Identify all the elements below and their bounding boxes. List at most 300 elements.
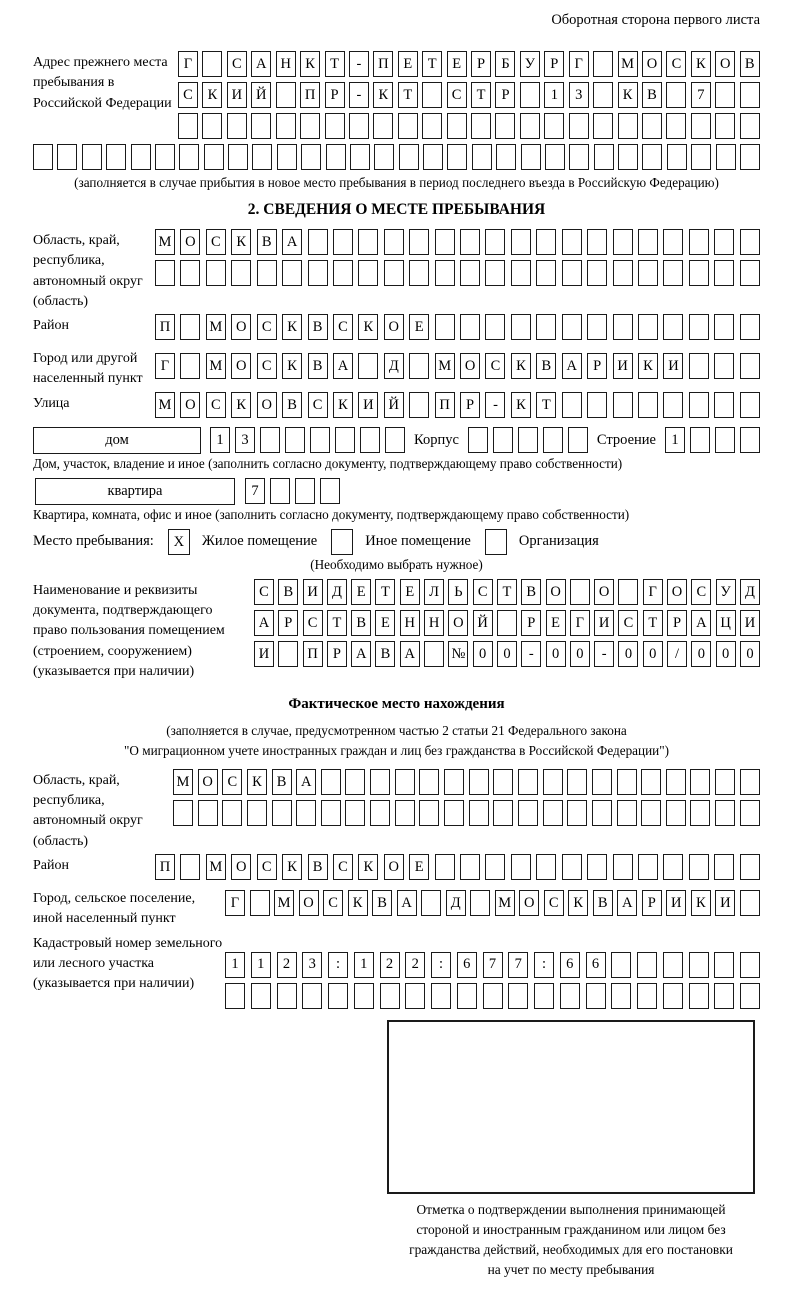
char-cell[interactable]: Н: [424, 610, 444, 636]
char-cell[interactable]: [663, 952, 683, 978]
char-cell[interactable]: 0: [618, 641, 638, 667]
char-cell[interactable]: М: [435, 353, 455, 379]
char-cell[interactable]: [740, 769, 760, 795]
char-cell[interactable]: [422, 113, 442, 139]
char-cell[interactable]: С: [222, 769, 242, 795]
char-cell[interactable]: [460, 854, 480, 880]
char-cell[interactable]: [543, 427, 563, 453]
char-cell[interactable]: И: [358, 392, 378, 418]
char-cell[interactable]: [613, 854, 633, 880]
char-cell[interactable]: К: [282, 314, 302, 340]
char-cell[interactable]: К: [282, 854, 302, 880]
char-cell[interactable]: [714, 260, 734, 286]
char-cell[interactable]: Т: [422, 51, 442, 77]
char-cell[interactable]: С: [308, 392, 328, 418]
char-cell[interactable]: [419, 800, 439, 826]
char-cell[interactable]: [277, 144, 297, 170]
char-cell[interactable]: [714, 983, 734, 1009]
char-cell[interactable]: [642, 113, 662, 139]
char-cell[interactable]: [204, 144, 224, 170]
char-cell[interactable]: [496, 144, 516, 170]
char-cell[interactable]: [328, 983, 348, 1009]
char-cell[interactable]: [308, 260, 328, 286]
inoe-checkbox[interactable]: [331, 529, 353, 555]
char-cell[interactable]: [689, 952, 709, 978]
char-cell[interactable]: В: [521, 579, 541, 605]
char-cell[interactable]: [276, 113, 296, 139]
char-cell[interactable]: [715, 769, 735, 795]
char-cell[interactable]: К: [231, 229, 251, 255]
char-cell[interactable]: С: [257, 314, 277, 340]
char-cell[interactable]: А: [254, 610, 274, 636]
char-cell[interactable]: [689, 353, 709, 379]
char-cell[interactable]: О: [257, 392, 277, 418]
char-cell[interactable]: К: [691, 51, 711, 77]
dom-box[interactable]: дом: [33, 427, 201, 454]
char-cell[interactable]: [198, 800, 218, 826]
char-cell[interactable]: [358, 353, 378, 379]
char-cell[interactable]: 0: [691, 641, 711, 667]
char-cell[interactable]: [569, 113, 589, 139]
char-cell[interactable]: [613, 314, 633, 340]
char-cell[interactable]: [714, 353, 734, 379]
char-cell[interactable]: В: [351, 610, 371, 636]
char-cell[interactable]: [611, 983, 631, 1009]
char-cell[interactable]: Й: [251, 82, 271, 108]
char-cell[interactable]: [350, 144, 370, 170]
char-cell[interactable]: [543, 800, 563, 826]
char-cell[interactable]: [435, 854, 455, 880]
char-cell[interactable]: [106, 144, 126, 170]
char-cell[interactable]: [740, 353, 760, 379]
char-cell[interactable]: Г: [178, 51, 198, 77]
char-cell[interactable]: [320, 478, 340, 504]
char-cell[interactable]: [345, 800, 365, 826]
char-cell[interactable]: [691, 113, 711, 139]
char-cell[interactable]: [520, 82, 540, 108]
char-cell[interactable]: Т: [375, 579, 395, 605]
char-cell[interactable]: М: [206, 353, 226, 379]
char-cell[interactable]: [689, 392, 709, 418]
char-cell[interactable]: Й: [384, 392, 404, 418]
char-cell[interactable]: [485, 229, 505, 255]
char-cell[interactable]: К: [568, 890, 588, 916]
char-cell[interactable]: А: [397, 890, 417, 916]
char-cell[interactable]: О: [384, 314, 404, 340]
char-cell[interactable]: В: [536, 353, 556, 379]
char-cell[interactable]: :: [431, 952, 451, 978]
char-cell[interactable]: [435, 229, 455, 255]
char-cell[interactable]: [295, 478, 315, 504]
char-cell[interactable]: [567, 800, 587, 826]
char-cell[interactable]: [360, 427, 380, 453]
char-cell[interactable]: С: [473, 579, 493, 605]
char-cell[interactable]: [493, 769, 513, 795]
char-cell[interactable]: [569, 144, 589, 170]
char-cell[interactable]: [358, 229, 378, 255]
char-cell[interactable]: Д: [384, 353, 404, 379]
char-cell[interactable]: К: [231, 392, 251, 418]
char-cell[interactable]: К: [333, 392, 353, 418]
char-cell[interactable]: С: [257, 854, 277, 880]
char-cell[interactable]: [422, 82, 442, 108]
char-cell[interactable]: О: [384, 854, 404, 880]
char-cell[interactable]: [690, 427, 710, 453]
char-cell[interactable]: М: [206, 314, 226, 340]
char-cell[interactable]: [308, 229, 328, 255]
char-cell[interactable]: [444, 800, 464, 826]
char-cell[interactable]: И: [715, 890, 735, 916]
char-cell[interactable]: 2: [277, 952, 297, 978]
char-cell[interactable]: [33, 144, 53, 170]
char-cell[interactable]: [335, 427, 355, 453]
char-cell[interactable]: В: [642, 82, 662, 108]
char-cell[interactable]: [444, 769, 464, 795]
char-cell[interactable]: К: [511, 353, 531, 379]
char-cell[interactable]: [663, 983, 683, 1009]
char-cell[interactable]: [277, 983, 297, 1009]
char-cell[interactable]: [270, 478, 290, 504]
char-cell[interactable]: В: [308, 314, 328, 340]
char-cell[interactable]: [225, 983, 245, 1009]
char-cell[interactable]: [495, 113, 515, 139]
char-cell[interactable]: А: [351, 641, 371, 667]
char-cell[interactable]: [641, 769, 661, 795]
char-cell[interactable]: М: [618, 51, 638, 77]
char-cell[interactable]: 1: [251, 952, 271, 978]
char-cell[interactable]: А: [691, 610, 711, 636]
char-cell[interactable]: 1: [210, 427, 230, 453]
char-cell[interactable]: [562, 854, 582, 880]
char-cell[interactable]: С: [227, 51, 247, 77]
char-cell[interactable]: [497, 610, 517, 636]
char-cell[interactable]: 0: [570, 641, 590, 667]
char-cell[interactable]: И: [663, 353, 683, 379]
char-cell[interactable]: Н: [276, 51, 296, 77]
char-cell[interactable]: В: [375, 641, 395, 667]
char-cell[interactable]: И: [666, 890, 686, 916]
char-cell[interactable]: И: [303, 579, 323, 605]
char-cell[interactable]: [405, 983, 425, 1009]
char-cell[interactable]: [715, 427, 735, 453]
char-cell[interactable]: О: [231, 353, 251, 379]
char-cell[interactable]: [638, 854, 658, 880]
char-cell[interactable]: С: [691, 579, 711, 605]
char-cell[interactable]: А: [562, 353, 582, 379]
char-cell[interactable]: [460, 314, 480, 340]
char-cell[interactable]: [370, 800, 390, 826]
char-cell[interactable]: К: [638, 353, 658, 379]
char-cell[interactable]: И: [227, 82, 247, 108]
char-cell[interactable]: [562, 314, 582, 340]
char-cell[interactable]: О: [180, 392, 200, 418]
char-cell[interactable]: [536, 229, 556, 255]
char-cell[interactable]: [231, 260, 251, 286]
char-cell[interactable]: 2: [380, 952, 400, 978]
char-cell[interactable]: К: [300, 51, 320, 77]
char-cell[interactable]: [592, 800, 612, 826]
char-cell[interactable]: Ц: [716, 610, 736, 636]
char-cell[interactable]: С: [303, 610, 323, 636]
char-cell[interactable]: 6: [457, 952, 477, 978]
char-cell[interactable]: [228, 144, 248, 170]
char-cell[interactable]: К: [348, 890, 368, 916]
char-cell[interactable]: Т: [327, 610, 347, 636]
char-cell[interactable]: [618, 113, 638, 139]
char-cell[interactable]: [251, 113, 271, 139]
char-cell[interactable]: И: [613, 353, 633, 379]
char-cell[interactable]: [431, 983, 451, 1009]
char-cell[interactable]: О: [519, 890, 539, 916]
kvartira-box[interactable]: квартира: [35, 478, 235, 505]
char-cell[interactable]: [380, 983, 400, 1009]
char-cell[interactable]: 7: [508, 952, 528, 978]
char-cell[interactable]: -: [349, 82, 369, 108]
char-cell[interactable]: [593, 113, 613, 139]
char-cell[interactable]: /: [667, 641, 687, 667]
char-cell[interactable]: [395, 800, 415, 826]
char-cell[interactable]: [613, 260, 633, 286]
char-cell[interactable]: М: [173, 769, 193, 795]
char-cell[interactable]: [593, 51, 613, 77]
char-cell[interactable]: [485, 854, 505, 880]
char-cell[interactable]: [272, 800, 292, 826]
char-cell[interactable]: О: [715, 51, 735, 77]
char-cell[interactable]: [370, 769, 390, 795]
char-cell[interactable]: [663, 260, 683, 286]
char-cell[interactable]: В: [740, 51, 760, 77]
char-cell[interactable]: [409, 353, 429, 379]
char-cell[interactable]: [613, 229, 633, 255]
char-cell[interactable]: [594, 144, 614, 170]
char-cell[interactable]: 3: [569, 82, 589, 108]
char-cell[interactable]: [714, 392, 734, 418]
char-cell[interactable]: -: [594, 641, 614, 667]
char-cell[interactable]: [638, 229, 658, 255]
char-cell[interactable]: [518, 427, 538, 453]
char-cell[interactable]: :: [328, 952, 348, 978]
char-cell[interactable]: [180, 260, 200, 286]
char-cell[interactable]: [250, 890, 270, 916]
char-cell[interactable]: 3: [302, 952, 322, 978]
char-cell[interactable]: К: [247, 769, 267, 795]
char-cell[interactable]: [587, 314, 607, 340]
char-cell[interactable]: [468, 427, 488, 453]
char-cell[interactable]: [395, 769, 415, 795]
char-cell[interactable]: Е: [447, 51, 467, 77]
char-cell[interactable]: Г: [155, 353, 175, 379]
char-cell[interactable]: [715, 113, 735, 139]
char-cell[interactable]: [285, 427, 305, 453]
char-cell[interactable]: М: [155, 392, 175, 418]
char-cell[interactable]: [202, 51, 222, 77]
char-cell[interactable]: [587, 392, 607, 418]
char-cell[interactable]: Р: [278, 610, 298, 636]
char-cell[interactable]: [520, 113, 540, 139]
char-cell[interactable]: 2: [405, 952, 425, 978]
char-cell[interactable]: Т: [325, 51, 345, 77]
char-cell[interactable]: [222, 800, 242, 826]
char-cell[interactable]: [545, 144, 565, 170]
char-cell[interactable]: 0: [497, 641, 517, 667]
char-cell[interactable]: 1: [665, 427, 685, 453]
char-cell[interactable]: [617, 769, 637, 795]
char-cell[interactable]: [57, 144, 77, 170]
char-cell[interactable]: П: [373, 51, 393, 77]
char-cell[interactable]: 0: [643, 641, 663, 667]
char-cell[interactable]: [716, 144, 736, 170]
char-cell[interactable]: С: [333, 314, 353, 340]
char-cell[interactable]: Т: [497, 579, 517, 605]
char-cell[interactable]: Т: [643, 610, 663, 636]
char-cell[interactable]: И: [740, 610, 760, 636]
char-cell[interactable]: [333, 260, 353, 286]
char-cell[interactable]: [321, 800, 341, 826]
char-cell[interactable]: [521, 144, 541, 170]
char-cell[interactable]: [663, 854, 683, 880]
char-cell[interactable]: О: [460, 353, 480, 379]
char-cell[interactable]: О: [546, 579, 566, 605]
char-cell[interactable]: К: [282, 353, 302, 379]
zhiloe-checkbox[interactable]: X: [168, 529, 190, 555]
char-cell[interactable]: 7: [483, 952, 503, 978]
char-cell[interactable]: [276, 82, 296, 108]
char-cell[interactable]: С: [257, 353, 277, 379]
char-cell[interactable]: [740, 427, 760, 453]
char-cell[interactable]: [618, 579, 638, 605]
char-cell[interactable]: В: [372, 890, 392, 916]
char-cell[interactable]: М: [274, 890, 294, 916]
char-cell[interactable]: :: [534, 952, 554, 978]
char-cell[interactable]: [179, 144, 199, 170]
char-cell[interactable]: К: [202, 82, 222, 108]
char-cell[interactable]: Р: [460, 392, 480, 418]
char-cell[interactable]: Ь: [448, 579, 468, 605]
char-cell[interactable]: [567, 769, 587, 795]
char-cell[interactable]: [399, 144, 419, 170]
char-cell[interactable]: [278, 641, 298, 667]
char-cell[interactable]: 0: [716, 641, 736, 667]
char-cell[interactable]: [642, 144, 662, 170]
char-cell[interactable]: [251, 983, 271, 1009]
char-cell[interactable]: [663, 229, 683, 255]
char-cell[interactable]: С: [618, 610, 638, 636]
char-cell[interactable]: Л: [424, 579, 444, 605]
char-cell[interactable]: Д: [446, 890, 466, 916]
char-cell[interactable]: [321, 769, 341, 795]
char-cell[interactable]: [155, 144, 175, 170]
char-cell[interactable]: Е: [409, 314, 429, 340]
char-cell[interactable]: О: [667, 579, 687, 605]
char-cell[interactable]: У: [520, 51, 540, 77]
char-cell[interactable]: [637, 952, 657, 978]
char-cell[interactable]: [689, 854, 709, 880]
char-cell[interactable]: С: [206, 392, 226, 418]
char-cell[interactable]: [593, 82, 613, 108]
char-cell[interactable]: [247, 800, 267, 826]
char-cell[interactable]: Т: [471, 82, 491, 108]
char-cell[interactable]: [740, 82, 760, 108]
char-cell[interactable]: П: [155, 314, 175, 340]
char-cell[interactable]: Г: [570, 610, 590, 636]
char-cell[interactable]: [740, 392, 760, 418]
char-cell[interactable]: [398, 113, 418, 139]
char-cell[interactable]: [740, 890, 760, 916]
char-cell[interactable]: [587, 229, 607, 255]
char-cell[interactable]: Т: [398, 82, 418, 108]
char-cell[interactable]: А: [282, 229, 302, 255]
char-cell[interactable]: [421, 890, 441, 916]
char-cell[interactable]: 0: [740, 641, 760, 667]
char-cell[interactable]: [493, 800, 513, 826]
char-cell[interactable]: [544, 113, 564, 139]
char-cell[interactable]: [536, 260, 556, 286]
char-cell[interactable]: [325, 113, 345, 139]
char-cell[interactable]: [460, 260, 480, 286]
char-cell[interactable]: Д: [327, 579, 347, 605]
char-cell[interactable]: [82, 144, 102, 170]
char-cell[interactable]: [472, 144, 492, 170]
char-cell[interactable]: [419, 769, 439, 795]
char-cell[interactable]: [689, 229, 709, 255]
char-cell[interactable]: П: [300, 82, 320, 108]
char-cell[interactable]: [740, 314, 760, 340]
char-cell[interactable]: [613, 392, 633, 418]
char-cell[interactable]: 3: [235, 427, 255, 453]
char-cell[interactable]: Г: [643, 579, 663, 605]
char-cell[interactable]: Е: [351, 579, 371, 605]
char-cell[interactable]: [562, 229, 582, 255]
char-cell[interactable]: [714, 229, 734, 255]
char-cell[interactable]: -: [485, 392, 505, 418]
char-cell[interactable]: [180, 353, 200, 379]
char-cell[interactable]: [471, 113, 491, 139]
char-cell[interactable]: 0: [546, 641, 566, 667]
organizaciya-checkbox[interactable]: [485, 529, 507, 555]
char-cell[interactable]: О: [231, 314, 251, 340]
char-cell[interactable]: [536, 854, 556, 880]
char-cell[interactable]: [252, 144, 272, 170]
char-cell[interactable]: [638, 392, 658, 418]
char-cell[interactable]: 0: [473, 641, 493, 667]
char-cell[interactable]: [511, 260, 531, 286]
char-cell[interactable]: М: [206, 854, 226, 880]
char-cell[interactable]: [740, 952, 760, 978]
char-cell[interactable]: П: [155, 854, 175, 880]
char-cell[interactable]: [447, 113, 467, 139]
char-cell[interactable]: М: [155, 229, 175, 255]
char-cell[interactable]: [587, 260, 607, 286]
char-cell[interactable]: [638, 260, 658, 286]
char-cell[interactable]: [409, 392, 429, 418]
char-cell[interactable]: [470, 890, 490, 916]
char-cell[interactable]: В: [308, 854, 328, 880]
char-cell[interactable]: А: [333, 353, 353, 379]
char-cell[interactable]: [180, 854, 200, 880]
char-cell[interactable]: С: [254, 579, 274, 605]
char-cell[interactable]: Р: [327, 641, 347, 667]
char-cell[interactable]: [690, 800, 710, 826]
char-cell[interactable]: В: [282, 392, 302, 418]
char-cell[interactable]: Г: [225, 890, 245, 916]
char-cell[interactable]: [435, 314, 455, 340]
char-cell[interactable]: А: [296, 769, 316, 795]
char-cell[interactable]: О: [642, 51, 662, 77]
char-cell[interactable]: [740, 144, 760, 170]
char-cell[interactable]: [508, 983, 528, 1009]
char-cell[interactable]: [560, 983, 580, 1009]
char-cell[interactable]: К: [511, 392, 531, 418]
